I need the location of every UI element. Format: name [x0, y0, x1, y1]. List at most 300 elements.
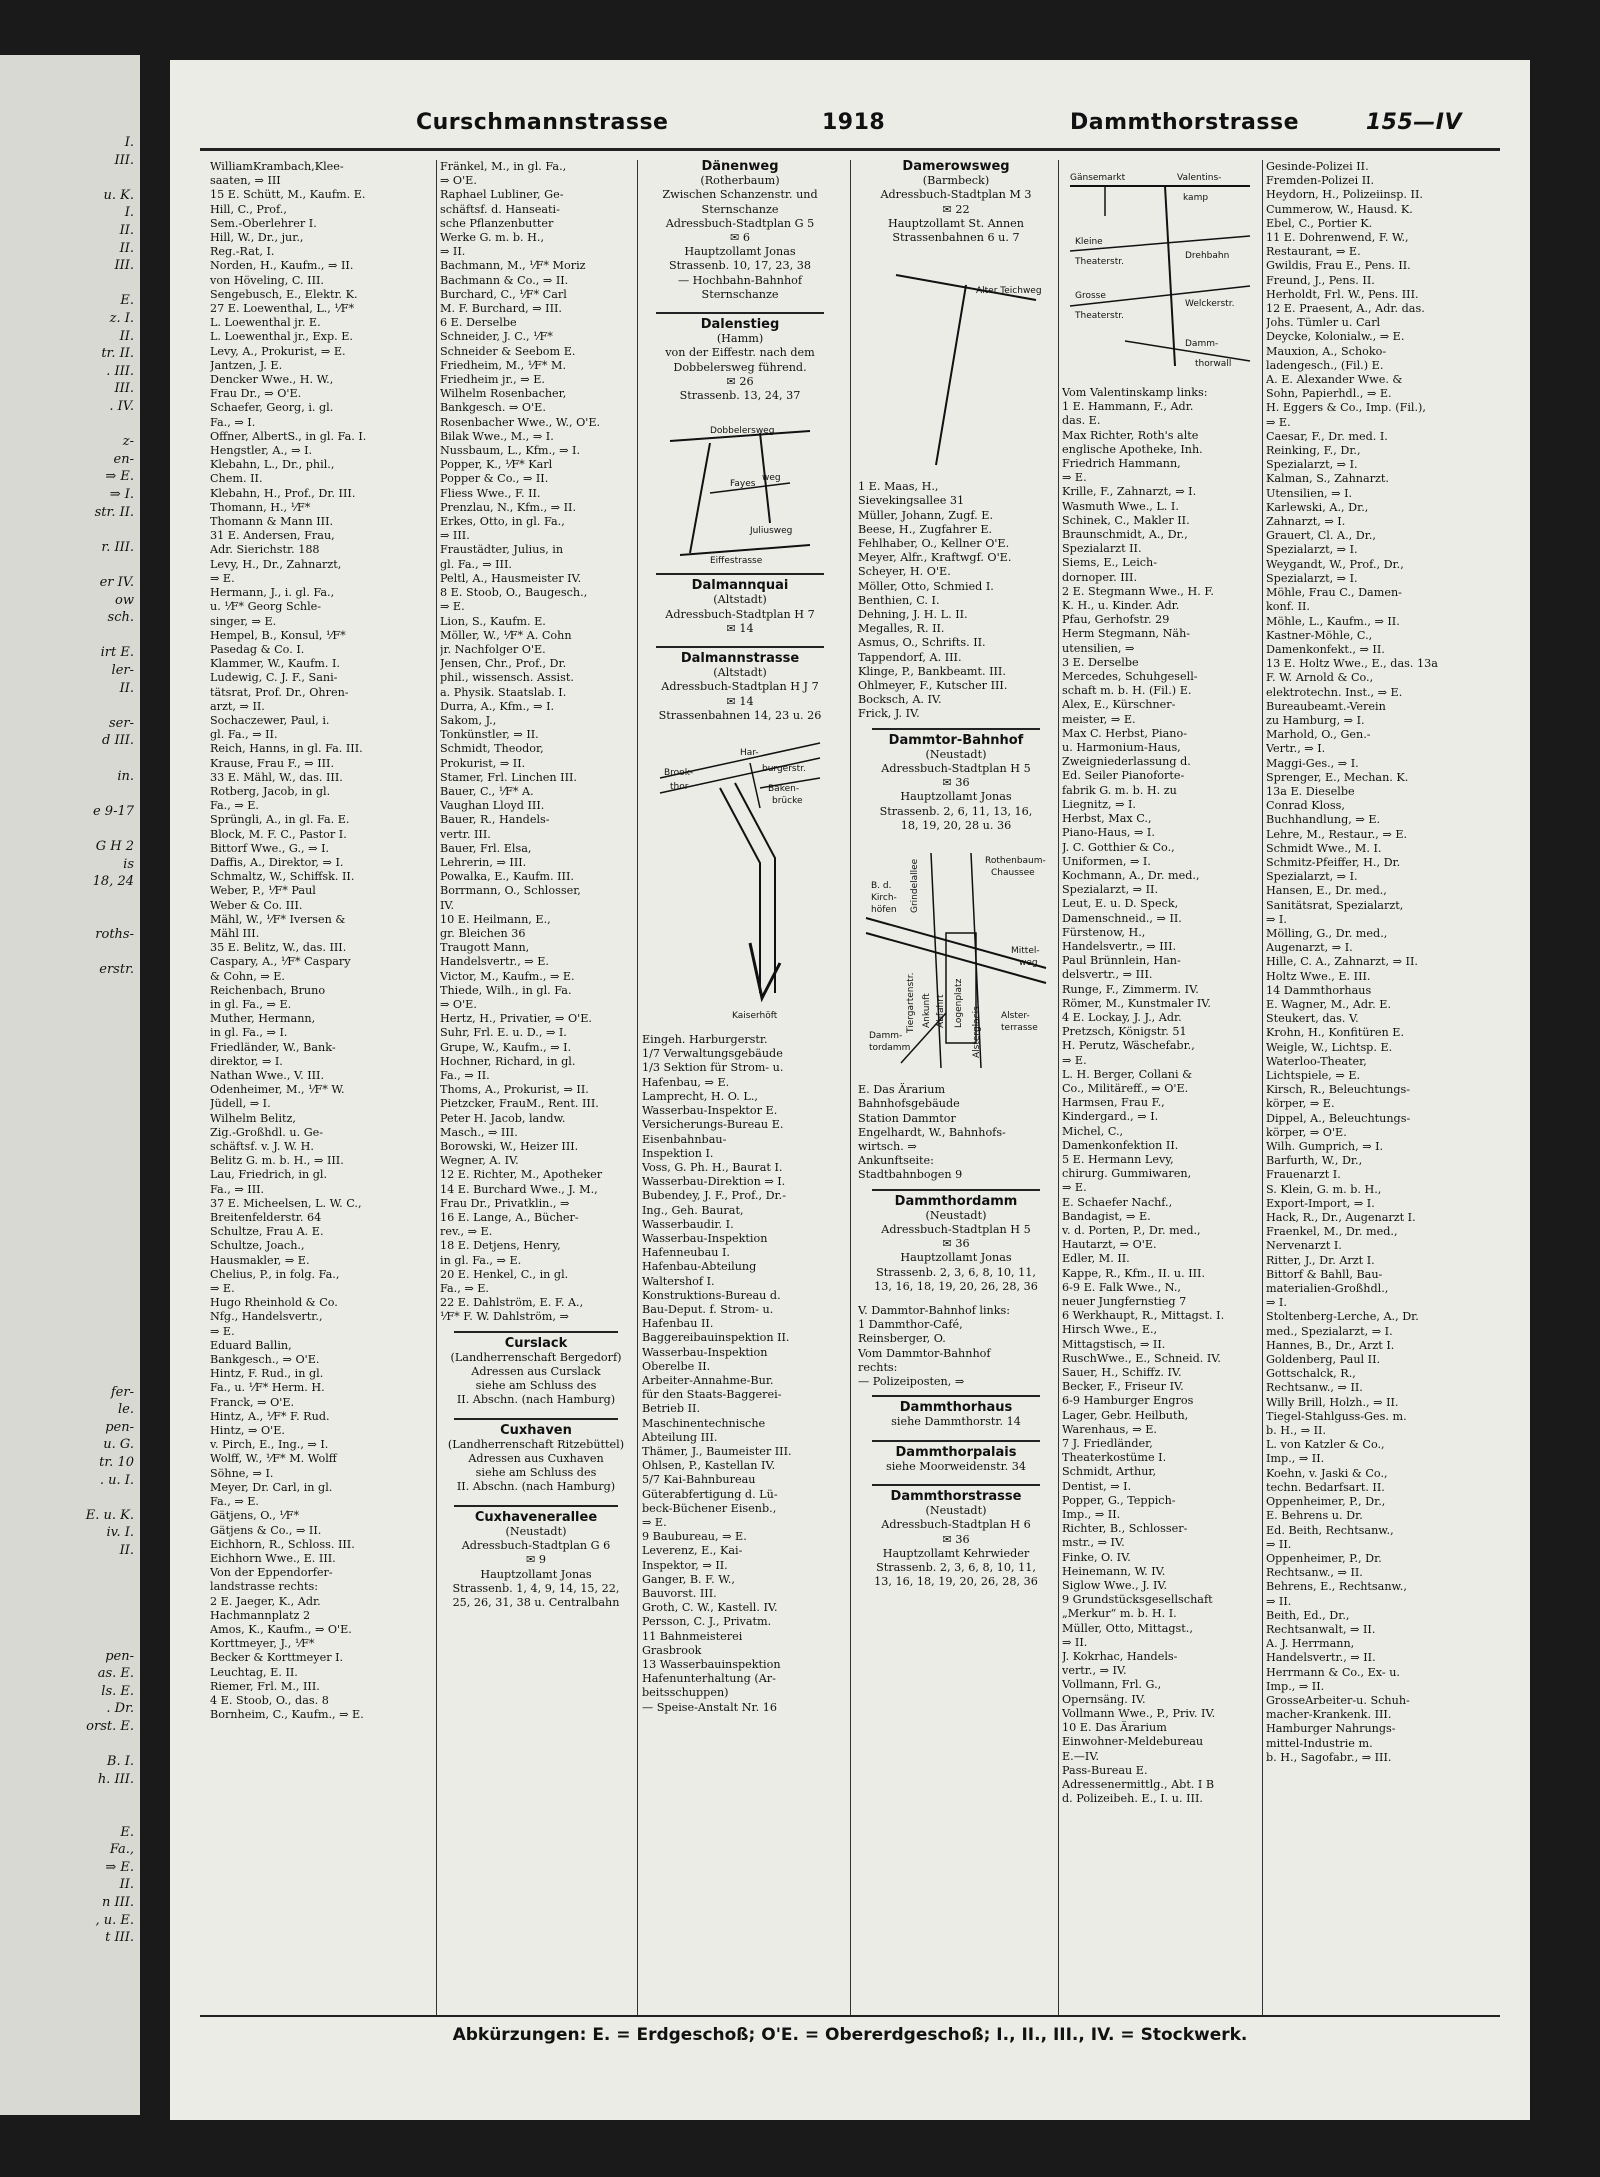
street-title: Dalenstieg [700, 317, 780, 333]
header-left-street: Curschmannstrasse [416, 110, 669, 135]
directory-line: Dehning, J. H. L. II. [858, 608, 968, 622]
margin-fragment: I. [124, 135, 134, 150]
directory-line: Megalles, R. II. [858, 622, 945, 636]
directory-line: ⇒ III. [440, 529, 470, 543]
directory-line: Strassenb. 2, 3, 6, 8, 10, 11, [876, 1560, 1036, 1574]
directory-line: Schneider & Seebom E. [440, 344, 576, 358]
directory-line: Paul Brünnlein, Han- [1062, 954, 1181, 968]
directory-line: körper, ⇒ E. [1266, 1097, 1335, 1111]
header-right-street: Dammthorstrasse [1070, 110, 1300, 135]
directory-line: chirurg. Gummiwaren, [1062, 1167, 1192, 1181]
directory-line: Oberelbe II. [642, 1359, 711, 1373]
directory-line: S. Klein, G. m. b. H., [1266, 1182, 1382, 1196]
map-label: burgerstr. [762, 764, 806, 775]
directory-line: ⇒ E. [210, 1324, 235, 1338]
column-2 [440, 160, 632, 2015]
margin-fragment: , u. E. [95, 1912, 134, 1928]
directory-line: Hauptzollamt Kehrwieder [882, 1546, 1030, 1560]
directory-line: 1/3 Sektion für Strom- u. [642, 1061, 784, 1075]
margin-fragment: u. K. [103, 187, 134, 203]
directory-line: Bubendey, J. F., Prof., Dr.- [642, 1189, 786, 1203]
directory-line: ⇒ II. [1062, 1635, 1088, 1649]
directory-line: Thämer, J., Baumeister III. [642, 1444, 792, 1458]
directory-line: Fraustädter, Julius, in [440, 543, 564, 557]
directory-line: Sohn, Papierhdl., ⇒ E. [1266, 387, 1392, 401]
margin-fragment: II. [119, 223, 134, 238]
directory-line: 5 E. Hermann Levy, [1062, 1152, 1174, 1166]
directory-line: Strassenb. 1, 4, 9, 14, 15, 22, [452, 1581, 620, 1595]
previous-page-margin [0, 55, 140, 2115]
map-label: kamp [1183, 193, 1209, 203]
directory-line: Peter H. Jacob, landw. [440, 1111, 566, 1125]
margin-fragment: le. [118, 1402, 134, 1418]
directory-line: Beese, H., Zugfahrer E. [858, 522, 993, 536]
entry-dalmannstrasse [642, 646, 838, 723]
directory-line: E. Behrens u. Dr. [1266, 1509, 1363, 1523]
directory-line: Leverenz, E., Kai- [642, 1544, 743, 1558]
directory-line: Hintz, ⇒ O'E. [210, 1424, 285, 1438]
directory-line: Inspektor, ⇒ II. [642, 1558, 728, 1572]
margin-fragment: . III. [106, 363, 134, 379]
directory-line: 13 E. Holtz Wwe., E., das. 13a [1266, 657, 1438, 671]
directory-line: Ed. Seiler Pianoforte- [1062, 769, 1185, 783]
directory-line: Hintz, A., ⅟F* F. Rud. [210, 1409, 330, 1423]
directory-line: Hamburger Nahrungs- [1266, 1722, 1396, 1736]
directory-line: Grauert, Cl. A., Dr., [1266, 529, 1376, 543]
directory-line: L. von Katzler & Co., [1266, 1438, 1385, 1452]
directory-line: Frick, J. IV. [858, 707, 920, 721]
directory-line: Fa., ⇒ E. [210, 799, 259, 813]
directory-line: ⇒ E. [1062, 1181, 1087, 1195]
margin-fragment: Fa., [109, 1842, 134, 1858]
directory-line: meister, ⇒ E. [1062, 712, 1136, 726]
directory-line: Betrieb II. [642, 1402, 700, 1416]
directory-line: u. Harmonium-Haus, [1062, 741, 1181, 755]
street-title: Damerowsweg [902, 160, 1010, 174]
directory-line: ⇒ I. [1266, 1296, 1287, 1310]
margin-fragment: II. [119, 328, 134, 344]
margin-fragment: pen- [105, 1419, 134, 1435]
directory-line: in gl. Fa., ⇒ E. [210, 997, 292, 1011]
entry-cuxhavenerallee [440, 1505, 632, 1610]
directory-line: Hafenbau, ⇒ E. [642, 1075, 730, 1089]
directory-line: Popper, K., ⅟F* Karl [440, 458, 553, 472]
directory-line: Bornheim, C., Kaufm., ⇒ E. [210, 1708, 364, 1722]
directory-line: Fa., ⇒ E. [440, 1282, 489, 1296]
map-label: Theaterstr. [1075, 257, 1124, 267]
margin-fragment: . Dr. [106, 1701, 134, 1717]
directory-line: schäftsf. d. Hanseati- [440, 202, 560, 216]
directory-line: Koehn, v. Jaski & Co., [1266, 1466, 1388, 1480]
directory-line: Willy Brill, Holzh., ⇒ II. [1266, 1395, 1399, 1409]
map-label: Ankunft [922, 993, 932, 1029]
margin-fragment: III. [114, 381, 134, 397]
directory-line: 14 E. Burchard Wwe., J. M., [440, 1182, 598, 1196]
directory-line: Hafenbau II. [642, 1317, 714, 1331]
directory-line: Einwohner-Meldebureau [1062, 1735, 1204, 1749]
directory-line: Hafenbau-Abteilung [642, 1260, 757, 1274]
dalmann-map [650, 733, 830, 1023]
directory-line: Chem. II. [210, 472, 263, 486]
directory-line: Ohlsen, P., Kastellan IV. [642, 1459, 776, 1473]
directory-line: Levy, A., Prokurist, ⇒ E. [210, 344, 346, 358]
directory-line: Müller, Otto, Mittagst., [1062, 1621, 1193, 1635]
directory-line: Levy, H., Dr., Zahnarzt, [210, 557, 342, 571]
directory-line: Siglow Wwe., J. IV. [1062, 1579, 1168, 1593]
directory-line: ⇒ E. [1266, 415, 1291, 429]
directory-line: Waterloo-Theater, [1266, 1054, 1367, 1068]
directory-line: Wilh. Gumprich, ⇒ I. [1266, 1140, 1384, 1154]
directory-line: ⇒ II. [1266, 1594, 1292, 1608]
directory-line: F. W. Arnold & Co., [1266, 671, 1374, 685]
directory-line: 6 Werkhaupt, R., Mittagst. I. [1062, 1309, 1225, 1323]
directory-line: Tiegel-Stahlguss-Ges. m. [1266, 1409, 1407, 1423]
directory-line: Lehre, M., Restaur., ⇒ E. [1266, 827, 1408, 841]
directory-line: Lichtspiele, ⇒ E. [1266, 1069, 1361, 1082]
directory-line: Güterabfertigung d. Lü- [642, 1487, 778, 1501]
map-label: weg [762, 473, 781, 484]
directory-line: vertr., ⇒ IV. [1062, 1664, 1127, 1678]
directory-line: Cummerow, W., Hausd. K. [1266, 202, 1413, 216]
directory-line: Amos, K., Kaufm., ⇒ O'E. [210, 1622, 352, 1636]
directory-line: siehe Moorweidenstr. 34 [885, 1459, 1027, 1473]
directory-line: Kochmann, A., Dr. med., [1062, 868, 1200, 882]
directory-line: Inspektion I. [642, 1146, 714, 1160]
directory-line: Hintz, F. Rud., in gl. [210, 1367, 324, 1381]
directory-line: elektrotechn. Inst., ⇒ E. [1266, 685, 1403, 699]
directory-line: Gottschalck, R., [1266, 1367, 1356, 1381]
directory-line: Ritter, J., Dr. Arzt I. [1266, 1253, 1375, 1267]
directory-line: Hempel, B., Konsul, ⅟F* [210, 628, 346, 642]
directory-line: Imp., ⇒ II. [1266, 1452, 1325, 1466]
directory-line: Prenzlau, N., Kfm., ⇒ II. [440, 500, 577, 514]
directory-line: Bachmann, M., ⅟F* Moriz [440, 259, 586, 273]
map-label: Chaussee [991, 868, 1035, 879]
directory-line: 3 E. Derselbe [1062, 655, 1139, 669]
address-book-page [170, 60, 1530, 2120]
directory-line: Bankgesch. ⇒ O'E. [440, 401, 546, 415]
directory-line: 18, 19, 20, 28 u. 36 [900, 818, 1012, 832]
column-1 [210, 160, 432, 2015]
directory-line: Dobbelersweg führend. [673, 360, 807, 374]
directory-line: Rotberg, Jacob, in gl. [210, 784, 331, 798]
directory-line: Bauvorst. III. [642, 1587, 717, 1600]
margin-fragment: in. [117, 768, 134, 784]
directory-line: Adressenermittlg., Abt. I B [1062, 1777, 1215, 1791]
directory-line: arzt, ⇒ II. [210, 699, 265, 713]
directory-line: sche Pflanzenbutter [440, 216, 554, 230]
directory-line: Hirsch Wwe., E., [1062, 1323, 1158, 1337]
directory-line: Siems, E., Leich- [1062, 556, 1158, 570]
directory-line: Hansen, E., Dr. med., [1266, 884, 1387, 898]
directory-line: Dencker Wwe., H. W., [210, 373, 334, 387]
directory-line: Bureaubeamt.-Verein [1266, 699, 1386, 713]
directory-line: Sprüngli, A., in gl. Fa. E. [210, 813, 350, 827]
street-title: Dammtor-Bahnhof [888, 732, 1024, 748]
directory-line: Popper, G., Teppich- [1062, 1493, 1176, 1507]
dammtor-map [861, 843, 1051, 1073]
directory-line: Wasserbaudir. I. [642, 1217, 734, 1231]
column-divider [1058, 160, 1059, 2015]
margin-fragment: ls. E. [101, 1683, 134, 1699]
directory-line: Fraenkel, M., Dr. med., [1266, 1225, 1398, 1239]
directory-line: 13, 16, 18, 19, 20, 26, 28, 36 [874, 1279, 1038, 1293]
directory-line: Maggi-Ges., ⇒ I. [1266, 756, 1359, 770]
directory-line: Strassenb. 2, 6, 11, 13, 16, [879, 804, 1033, 818]
directory-line: 2 E. Jaeger, K., Adr. [210, 1594, 321, 1608]
directory-line: Breitenfelderstr. 64 [210, 1211, 322, 1225]
header-rule [200, 148, 1500, 151]
directory-line: Bachmann & Co., ⇒ II. [440, 273, 569, 287]
directory-line: Sievekingsallee 31 [858, 494, 965, 508]
directory-line: 13, 16, 18, 19, 20, 26, 28, 36 [874, 1575, 1038, 1589]
directory-line: Handelsvertr., ⇒ II. [1266, 1651, 1376, 1665]
directory-line: beck-Büchener Eisenb., [642, 1501, 777, 1515]
margin-fragment: er IV. [99, 575, 134, 590]
column-5 [1062, 160, 1258, 2015]
directory-line: „Merkur“ m. b. H. I. [1062, 1607, 1177, 1621]
directory-line: 6-9 Hamburger Engros [1062, 1394, 1194, 1408]
directory-line: Lamprecht, H. O. L., [642, 1089, 758, 1103]
directory-line: Liegnitz, ⇒ I. [1062, 797, 1136, 811]
directory-line: Nathan Wwe., V. III. [210, 1069, 325, 1082]
directory-line: Scheyer, H. O'E. [858, 565, 951, 579]
directory-line: Oppenheimer, P., Dr. [1266, 1551, 1382, 1565]
directory-line: Von der Eppendorfer- [210, 1566, 333, 1580]
entry-damerowsweg [858, 160, 1054, 245]
directory-line: Sternschanze [701, 287, 779, 301]
directory-line: 33 E. Mähl, W., das. III. [210, 770, 343, 784]
directory-line: Grasbrook [642, 1643, 702, 1657]
directory-line: Vom Valentinskamp links: [1062, 386, 1208, 399]
map-label: thor [670, 782, 689, 793]
directory-line: Sauer, H., Schiffz. IV. [1062, 1366, 1182, 1380]
directory-line: Hafenunterhaltung (Ar- [642, 1672, 776, 1686]
directory-line: & Cohn, ⇒ E. [210, 969, 285, 983]
margin-fragment: z. I. [109, 311, 134, 326]
directory-line: Eingeh. Harburgerstr. [642, 1033, 768, 1047]
directory-line: Hauptzollamt Jonas [684, 245, 796, 259]
directory-line: von der Eiffestr. nach dem [665, 346, 815, 360]
map-label: Fayes [730, 479, 756, 490]
directory-line: Kindergard., ⇒ I. [1062, 1110, 1159, 1124]
directory-line: Becker, F., Friseur IV. [1062, 1380, 1184, 1394]
directory-line: Weber, P., ⅟F* Paul [210, 884, 316, 898]
directory-line: Rechtsanw., ⇒ II. [1266, 1381, 1363, 1395]
directory-line: 37 E. Micheelsen, L. W. C., [210, 1196, 362, 1210]
directory-line: Damenkonfektion II. [1062, 1138, 1179, 1152]
directory-line: Jüdell, ⇒ I. [210, 1097, 271, 1111]
margin-fragment: z- [122, 434, 134, 450]
column-divider [850, 160, 851, 2015]
directory-line: A. J. Herrmann, [1266, 1637, 1355, 1651]
street-district: (Neustadt) [505, 1524, 567, 1538]
directory-line: rechts: [858, 1360, 898, 1374]
directory-line: L. H. Berger, Collani & [1062, 1067, 1193, 1081]
directory-line: Ganger, B. F. W., [642, 1572, 735, 1586]
directory-line: 22 E. Dahlström, E. F. A., [440, 1296, 584, 1310]
directory-line: Voss, G. Ph. H., Baurat I. [642, 1160, 783, 1174]
directory-line: Ed. Beith, Rechtsanw., [1266, 1523, 1394, 1537]
directory-line: schaft m. b. H. (Fil.) E. [1062, 684, 1192, 698]
directory-line: Möhle, L., Kaufm., ⇒ II. [1266, 614, 1400, 628]
column-divider [436, 160, 437, 2015]
directory-line: 10 E. Das Ärarium [1062, 1721, 1167, 1735]
margin-fragment: ser- [109, 715, 134, 731]
directory-line: Wilhelm Rosenbacher, [440, 387, 567, 401]
directory-line: 9 Baubureau, ⇒ E. [642, 1530, 747, 1544]
directory-line: Sakom, J., [440, 713, 497, 727]
directory-line: Reinking, F., Dr., [1266, 444, 1361, 458]
entry-dammthorstrasse [858, 1484, 1054, 1589]
directory-line: GrosseArbeiter-u. Schuh- [1266, 1693, 1410, 1707]
directory-line: Lau, Friedrich, in gl. [210, 1168, 328, 1182]
directory-line: Chelius, P., in folg. Fa., [210, 1267, 340, 1281]
directory-line: Sengebusch, E., Elektr. K. [210, 287, 358, 301]
directory-line: Norden, H., Kaufm., ⇒ II. [210, 259, 354, 273]
directory-line: Muther, Hermann, [210, 1012, 316, 1026]
directory-line: Adressbuch-Stadtplan H 7 [665, 607, 815, 621]
directory-line: Export-Import, ⇒ I. [1266, 1196, 1375, 1210]
directory-line: konf. II. [1266, 600, 1310, 614]
directory-line: Fliess Wwe., F. II. [440, 486, 541, 500]
directory-line: Bauer, Frl. Elsa, [440, 841, 532, 855]
directory-line: Asmus, O., Schrifts. II. [858, 636, 986, 650]
directory-line: 1 E. Hammann, F., Adr. [1062, 400, 1194, 414]
directory-line: 1 E. Maas, H., [858, 480, 939, 494]
directory-line: Daffis, A., Direktor, ⇒ I. [210, 855, 344, 869]
abbreviations-footer: Abkürzungen: E. = Erdgeschoß; O'E. = Obererdgeschoß; I., II., III., IV. = Stockwerk. [452, 2025, 1248, 2045]
directory-line: Strassenb. 13, 24, 37 [679, 389, 801, 403]
directory-line: Eduard Ballin, [210, 1338, 292, 1352]
directory-line: Thomann, H., ⅟F* [210, 500, 311, 514]
directory-line: Peltl, A., Hausmeister IV. [440, 571, 582, 585]
directory-line: Adressbuch-Stadtplan H 5 [881, 1222, 1031, 1236]
directory-line: Mauxion, A., Schoko- [1266, 344, 1387, 358]
directory-line: Baggereibauinspektion II. [642, 1331, 790, 1345]
directory-line: Schmidt, Theodor, [440, 742, 544, 756]
margin-fragment: pen- [105, 1648, 134, 1664]
directory-line: ⇒ E. [210, 1282, 235, 1296]
directory-line: Finke, O. IV. [1062, 1550, 1131, 1564]
directory-line: Engelhardt, W., Bahnhofs- [858, 1125, 1006, 1139]
column-3 [642, 160, 838, 2015]
directory-line: ⇒ E. [642, 1515, 667, 1529]
margin-fragment: str. II. [94, 504, 134, 520]
directory-line: Schmitz-Pfeiffer, H., Dr. [1266, 855, 1401, 869]
street-district: (Barmbeck) [922, 174, 990, 188]
directory-line: ⇒ II. [1266, 1537, 1292, 1551]
directory-line: Mercedes, Schuhgesell- [1062, 670, 1198, 684]
margin-fragment: B. I. [106, 1754, 134, 1770]
directory-line: Beith, Ed., Dr., [1266, 1608, 1350, 1622]
directory-line: Theaterkostüme I. [1062, 1451, 1167, 1465]
margin-fragment: fer- [110, 1384, 134, 1400]
directory-line: Schultze, Frau A. E. [210, 1225, 324, 1239]
street-district: (Neustadt) [925, 747, 987, 761]
directory-line: mstr., ⇒ IV. [1062, 1536, 1125, 1550]
street-district: (Neustadt) [925, 1504, 987, 1518]
directory-line: ✉ 36 [942, 776, 970, 790]
directory-line: Tonkünstler, ⇒ II. [440, 728, 539, 742]
entry-dammtor-bahnhof [858, 728, 1054, 833]
margin-fragment: u. G. [103, 1437, 134, 1453]
street-district: (Altstadt) [713, 666, 767, 680]
directory-line: Fehlhaber, O., Kellner O'E. [858, 537, 1010, 551]
directory-line: Uniformen, ⇒ I. [1062, 854, 1151, 868]
dalenstieg-map [650, 413, 830, 563]
directory-line: Eichhorn Wwe., E. III. [210, 1551, 336, 1565]
street-title: Dammthorstrasse [890, 1488, 1022, 1504]
column-6 [1266, 160, 1488, 2015]
margin-fragment: I. [124, 205, 134, 221]
map-label: Brook- [664, 768, 694, 779]
directory-line: II. Abschn. (nach Hamburg) [456, 1393, 616, 1407]
street-title: Dammthorpalais [895, 1444, 1017, 1460]
directory-line: Spezialarzt, ⇒ II. [1062, 883, 1159, 897]
directory-line: Spezialarzt II. [1062, 542, 1142, 556]
directory-line: Römer, M., Kunstmaler IV. [1062, 996, 1211, 1010]
map-label: Juliusweg [750, 526, 793, 537]
map-label: Rothenbaum- [985, 856, 1046, 867]
directory-line: von Höveling, C. III. [210, 273, 324, 287]
directory-line: Schmidt Wwe., M. I. [1266, 841, 1382, 855]
margin-fragment: e 9-17 [92, 803, 134, 819]
directory-line: Reichenbach, Bruno [210, 983, 326, 997]
directory-line: Piano-Haus, ⇒ I. [1062, 826, 1155, 840]
directory-line: Deycke, Kolonialw., ⇒ E. [1266, 330, 1405, 344]
directory-line: 14 Dammthorhaus [1266, 983, 1372, 997]
directory-line: materialien-Großhdl., [1266, 1282, 1389, 1296]
directory-line: Hausmakler, ⇒ E. [210, 1253, 310, 1267]
directory-line: 20 E. Henkel, C., in gl. [440, 1267, 569, 1281]
directory-line: 9 Grundstücksgesellschaft [1062, 1593, 1213, 1607]
directory-line: v. Pirch, E., Ing., ⇒ I. [210, 1438, 329, 1452]
directory-line: M. F. Burchard, ⇒ III. [440, 302, 562, 316]
margin-fragment: orst. E. [86, 1719, 134, 1734]
directory-line: Hertz, H., Privatier, ⇒ O'E. [440, 1012, 592, 1026]
directory-line: Jantzen, J. E. [210, 358, 283, 372]
directory-line: a. Physik. Staatslab. I. [440, 685, 567, 699]
dammthorstrasse-map [1065, 166, 1255, 376]
street-title: Dalmannquai [691, 578, 789, 594]
directory-line: Maschinentechnische [642, 1416, 766, 1430]
directory-line: Frauenarzt I. [1266, 1168, 1341, 1182]
map-label: Grindelallee [910, 858, 920, 914]
column-divider [637, 160, 638, 2015]
directory-line: Mähl, W., ⅟F* Iversen & [210, 912, 346, 926]
directory-line: landstrasse rechts: [210, 1580, 318, 1594]
directory-line: Möller, Otto, Schmied I. [858, 579, 994, 593]
directory-line: Meyer, Dr. Carl, in gl. [210, 1480, 333, 1494]
directory-line: Herholdt, Frl. W., Pens. III. [1266, 287, 1419, 301]
directory-line: 6-9 E. Falk Wwe., N., [1062, 1280, 1181, 1294]
margin-fragment: III. [114, 258, 134, 274]
directory-line: Bahnhofsgebäude [858, 1097, 960, 1111]
directory-line: Frau Dr., Privatklin., ⇒ [440, 1196, 570, 1210]
margin-fragment: as. E. [97, 1666, 134, 1682]
directory-line: Goldenberg, Paul II. [1266, 1353, 1381, 1367]
directory-line: Friedländer, W., Bank- [210, 1040, 336, 1054]
directory-line: Pass-Bureau E. [1062, 1763, 1148, 1777]
directory-line: Lehrerin, ⇒ III. [440, 855, 527, 869]
directory-line: Steukert, das. V. [1266, 1012, 1359, 1026]
directory-line: Zahnarzt, ⇒ I. [1266, 515, 1346, 529]
directory-line: Thoms, A., Prokurist, ⇒ II. [440, 1083, 589, 1097]
directory-line: Ankunftseite: [858, 1154, 934, 1168]
directory-line: Max Richter, Roth's alte [1062, 428, 1199, 442]
directory-line: Traugott Mann, [440, 941, 530, 955]
